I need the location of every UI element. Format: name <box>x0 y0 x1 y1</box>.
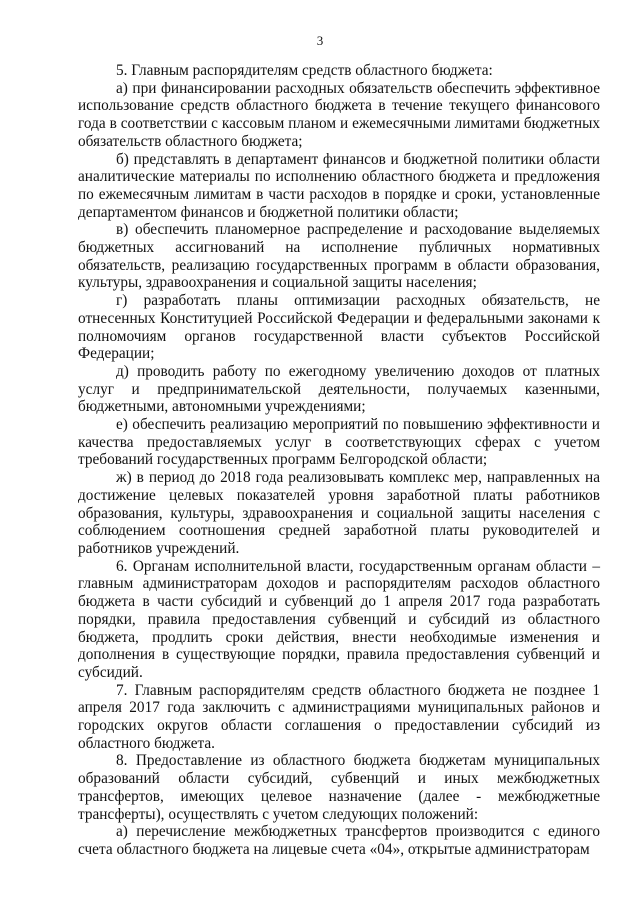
paragraph-item-5e: д) проводить работу по ежегодному увеличению доходов от платных услуг и предпринимательской деятельности, получаемых казенными, бюджетными, автономными учреждениями; <box>78 362 600 416</box>
paragraph-item-5c: в) обеспечить планомерное распределение и расходование выделяемых бюджетных ассигнований на исполнение публичных нормативных обязательств, реализацию государственных программ в области образования, культуры, здравоохранения и социальной защиты населения; <box>78 221 600 292</box>
paragraph-item-5a: а) при финансировании расходных обязательств обеспечить эффективное использование средств областного бюджета в течение текущего финансового года в соответствии с кассовым планом и ежемесячными лимитами бюджетных обязательств областного бюджета; <box>78 79 600 150</box>
paragraph-item-7: 7. Главным распорядителям средств областного бюджета не позднее 1 апреля 2017 года заключить с администрациями муниципальных районов и городских округов области соглашения о предоставлении субсидий из областного бюджета. <box>78 681 600 752</box>
paragraph-item-8a: а) перечисление межбюджетных трансфертов производится с единого счета областного бюджета на лицевые счета «04», открытые администраторам <box>78 823 600 858</box>
paragraph-item-5d: г) разработать планы оптимизации расходных обязательств, не отнесенных Конституцией Российской Федерации и федеральными законами к полномочиям органов государственной власти субъектов Российской Федерации; <box>78 292 600 363</box>
page-number: 3 <box>316 33 324 48</box>
paragraph-item-5g: ж) в период до 2018 года реализовывать комплекс мер, направленных на достижение целевых показателей уровня заработной платы работников образования, культуры, здравоохранения и социальной защиты населения с соблюдением соотношения средней заработной платы руководителей и работников учреждений. <box>78 469 600 557</box>
document-body <box>78 62 600 859</box>
paragraph-item-8: 8. Предоставление из областного бюджета бюджетам муниципальных образований области субсидий, субвенций и иных межбюджетных трансфертов, имеющих целевое назначение (далее - межбюджетные трансферты), осуществлять с учетом следующих положений: <box>78 752 600 823</box>
paragraph-item-5b: б) представлять в департамент финансов и бюджетной политики области аналитические материалы по исполнению областного бюджета и предложения по ежемесячным лимитам в части расходов в порядке и сроки, установленные департаментом финансов и бюджетной политики области; <box>78 150 600 221</box>
paragraph-item-5-heading: 5. Главным распорядителям средств областного бюджета: <box>116 62 493 79</box>
paragraph-item-5f: е) обеспечить реализацию мероприятий по повышению эффективности и качества предоставляемых услуг в соответствующих сферах с учетом требований государственных программ Белгородской области; <box>78 416 600 469</box>
paragraph-item-6: 6. Органам исполнительной власти, государственным органам области – главным администраторам доходов и распорядителям расходов областного бюджета в части субсидий и субвенций до 1 апреля 2017 года разработать порядки, правила предоставления субвенций и субсидий из областного бюджета, продлить сроки действия, внести необходимые изменения и дополнения в существующие порядки, правила предоставления субвенций и субсидий. <box>78 557 600 681</box>
